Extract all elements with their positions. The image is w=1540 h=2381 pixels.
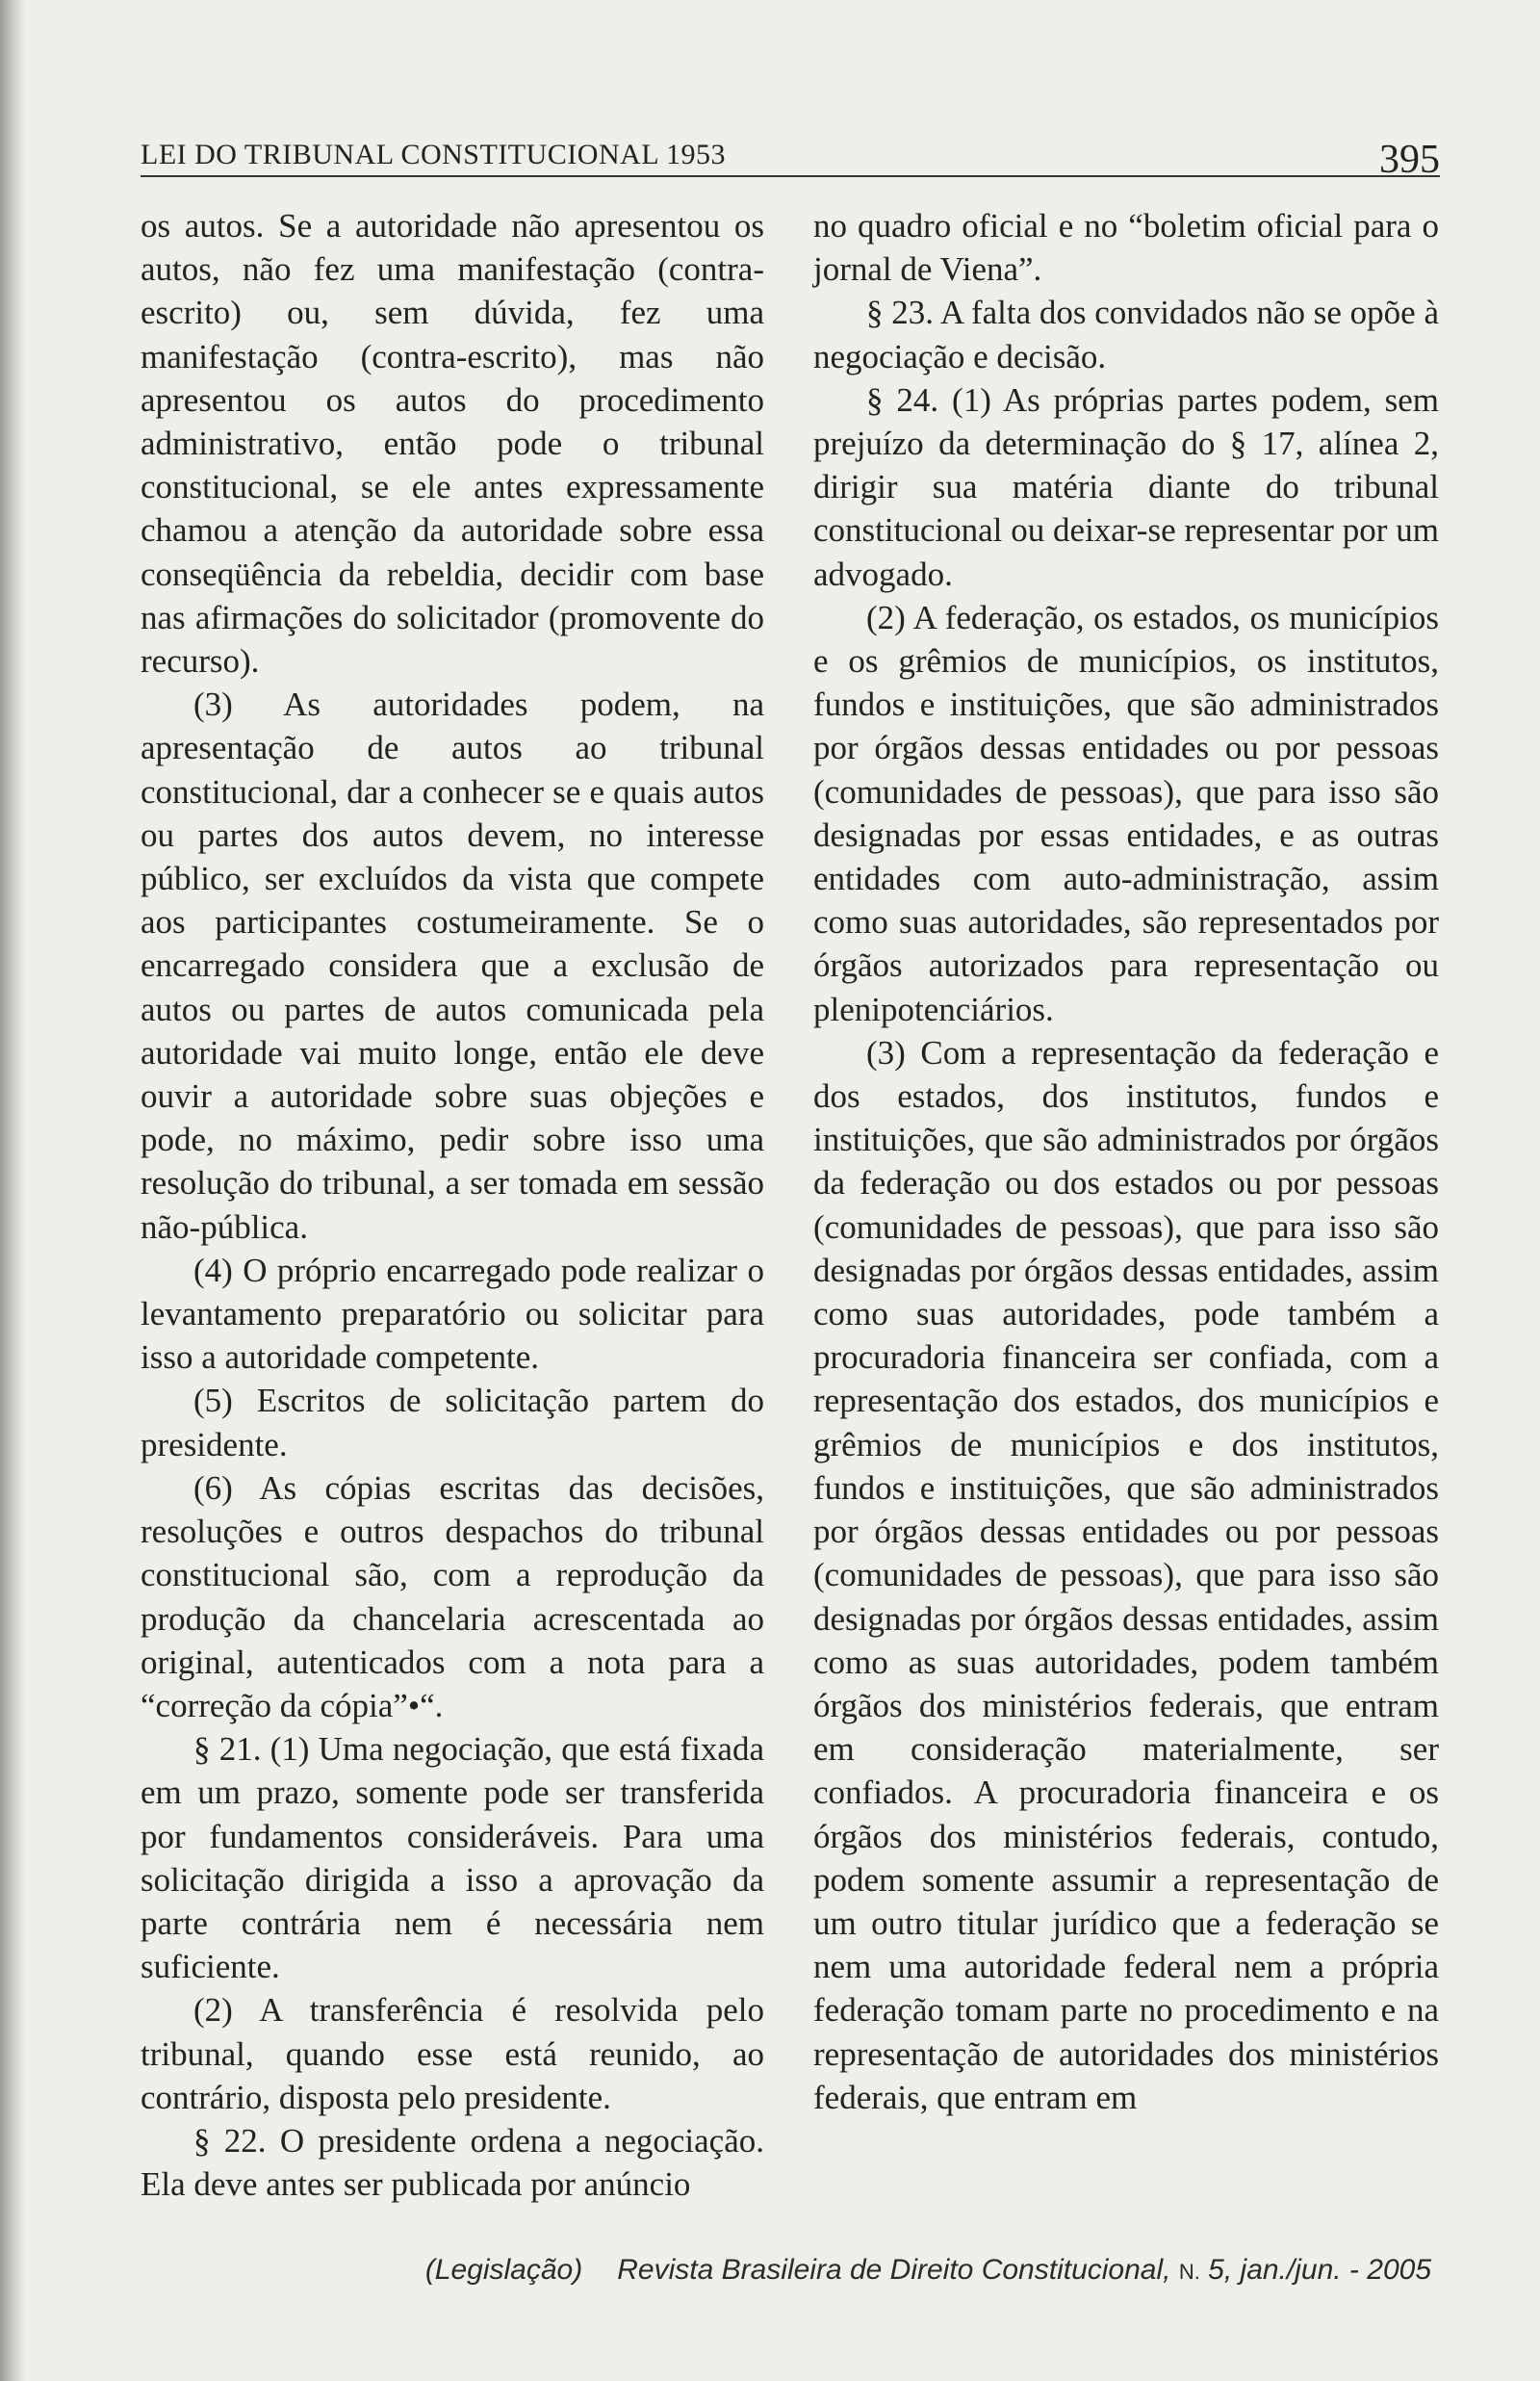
footer-journal: Revista Brasileira de Direito Constitucional, — [617, 2254, 1171, 2286]
page-number: 395 — [1379, 138, 1440, 182]
binding-shadow — [0, 0, 25, 2381]
paragraph: § 24. (1) As próprias partes podem, sem prejuízo da determinação do § 17, alínea 2, dirigir sua matéria diante do tribunal constitucional ou deixar-se representar por um advogado. — [813, 380, 1439, 593]
paragraph: (2) A federação, os estados, os municípios e os grêmios de municípios, os institutos, fundos e instituições, que são administrados por órgãos dessas entidades ou por pessoas (comunidades de pessoas), que para isso são designadas por essas entidades, e as outras entidades com auto-administração, assim como suas autoridades, são representados por órgãos autorizados para representação ou plenipotenciários. — [813, 598, 1439, 1028]
paragraph: § 23. A falta dos convidados não se opõe à negociação e decisão. — [813, 294, 1439, 375]
paragraph: (6) As cópias escritas das decisões, resoluções e outros despachos do tribunal constitucional são, com a reprodução da produção da chancelaria acrescentada ao original, autenticados com a nota para a “correção da cópia”•“. — [141, 1468, 764, 1724]
page-footer — [425, 2254, 1431, 2287]
running-head — [141, 127, 1440, 182]
paragraph: § 22. O presidente ordena a negociação. Ela deve antes ser publicada por anúncio — [141, 2121, 764, 2204]
paragraph: (2) A transferência é resolvida pelo tribunal, quando esse está reunido, ao contrário, disposta pelo presidente. — [141, 1991, 764, 2116]
right-column — [813, 204, 1439, 2119]
footer-section: (Legislação) — [424, 2254, 583, 2286]
paragraph: os autos. Se a autoridade não apresentou os autos, não fez uma manifestação (contra-escrito) ou, sem dúvida, fez uma manifestação (contra-escrito), mas não apresentou os autos do procedimento administrativo, então pode o tribunal constitucional, se ele antes expressamente chamou a atenção da autoridade sobre essa conseqüência da rebeldia, decidir com base nas afirmações do solicitador (promovente do recurso). — [141, 207, 764, 681]
left-column — [141, 204, 764, 2206]
footer-issue: 5, jan./jun. - 2005 — [1208, 2254, 1431, 2286]
paragraph: (5) Escritos de solicitação partem do presidente. — [141, 1382, 764, 1463]
paragraph: § 21. (1) Uma negociação, que está fixada em um prazo, somente pode ser transferida por fundamentos consideráveis. Para uma solicitação dirigida a isso a aprovação da parte contrária nem é necessária nem suficiente. — [141, 1730, 764, 1986]
paragraph: no quadro oficial e no “boletim oficial para o jornal de Viena”. — [813, 207, 1439, 289]
paragraph: (3) As autoridades podem, na apresentação de autos ao tribunal constitucional, dar a conhecer se e quais autos ou partes dos autos devem, no interesse público, ser excluídos da vista que compete aos participantes costumeiramente. Se o encarregado considera que a exclusão de autos ou partes de autos comunicada pela autoridade vai muito longe, então ele deve ouvir a autoridade sobre suas objeções e pode, no máximo, pedir sobre isso uma resolução do tribunal, a ser tomada em sessão não-pública. — [141, 686, 764, 1246]
running-title: LEI DO TRIBUNAL CONSTITUCIONAL 1953 — [141, 139, 727, 170]
footer-number-label: N. — [1178, 2260, 1200, 2284]
paragraph: (3) Com a representação da federação e dos estados, dos institutos, fundos e instituições, que são administrados por órgãos da federação ou dos estados ou por pessoas (comunidades de pessoas), que para isso são designadas por órgãos dessas entidades, assim como suas autoridades, pode também a procuradoria financeira ser confiada, com a representação dos estados, dos municípios e grêmios de municípios e dos institutos, fundos e instituições, que são administrados por órgãos dessas entidades ou por pessoas (comunidades de pessoas), que para isso são designadas por órgãos dessas entidades, assim como as suas autoridades, podem também órgãos dos ministérios federais, que entram em consideração materialmente, ser confiados. A procuradoria financeira e os órgãos dos ministérios federais, contudo, podem somente assumir a representação de um outro titular jurídico que a federação se nem uma autoridade federal nem a própria federação tomam parte no procedimento e na representação de autoridades dos ministérios federais, que entram em — [813, 1033, 1439, 2116]
paragraph: (4) O próprio encarregado pode realizar o levantamento preparatório ou solicitar para isso a autoridade competente. — [141, 1251, 764, 1377]
